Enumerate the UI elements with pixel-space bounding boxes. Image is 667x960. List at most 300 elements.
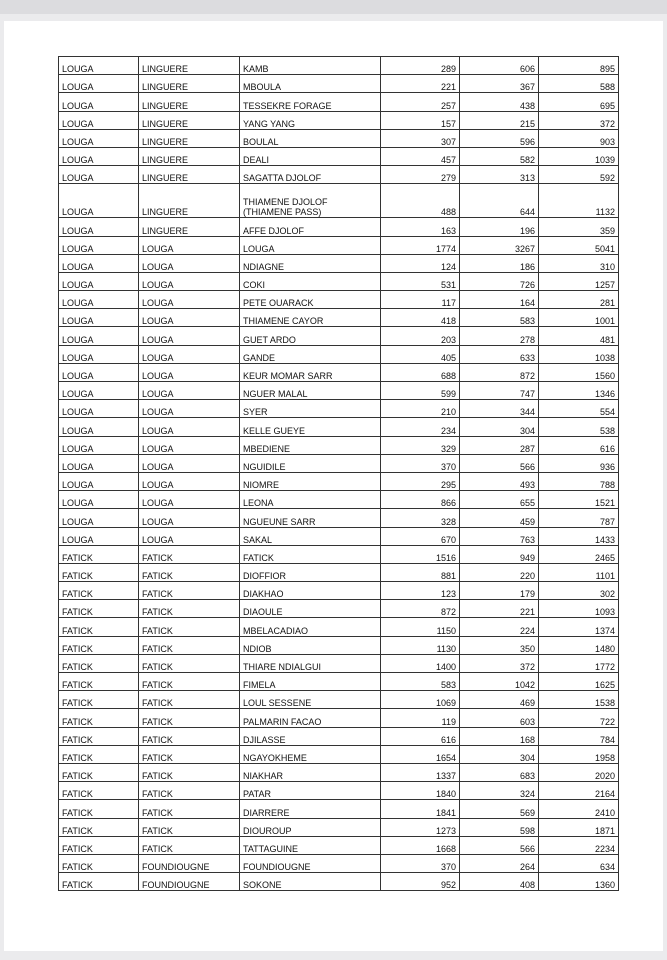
department-cell: LINGUERE — [139, 147, 240, 165]
region-cell: FATICK — [59, 582, 139, 600]
total-cell: 310 — [539, 254, 619, 272]
commune-cell: SAGATTA DJOLOF — [240, 166, 381, 184]
value-1-cell: 583 — [381, 673, 460, 691]
value-2-cell: 278 — [460, 327, 539, 345]
value-2-cell: 603 — [460, 709, 539, 727]
value-2-cell: 596 — [460, 129, 539, 147]
table-row — [59, 673, 619, 691]
total-cell: 1374 — [539, 618, 619, 636]
commune-cell: DEALI — [240, 147, 381, 165]
value-1-cell: 221 — [381, 75, 460, 93]
total-cell: 538 — [539, 418, 619, 436]
table-row — [59, 745, 619, 763]
value-1-cell: 234 — [381, 418, 460, 436]
department-cell: LOUGA — [139, 436, 240, 454]
total-cell: 5041 — [539, 236, 619, 254]
value-2-cell: 493 — [460, 472, 539, 490]
region-cell: LOUGA — [59, 129, 139, 147]
value-2-cell: 459 — [460, 509, 539, 527]
department-cell: LOUGA — [139, 309, 240, 327]
department-cell: LINGUERE — [139, 93, 240, 111]
total-cell: 372 — [539, 111, 619, 129]
region-cell: FATICK — [59, 873, 139, 891]
table-row — [59, 272, 619, 290]
department-cell: LOUGA — [139, 272, 240, 290]
value-1-cell: 457 — [381, 147, 460, 165]
commune-cell: DIOFFIOR — [240, 563, 381, 581]
table-row — [59, 166, 619, 184]
commune-cell: FOUNDIOUGNE — [240, 854, 381, 872]
value-2-cell: 224 — [460, 618, 539, 636]
commune-cell: MBOULA — [240, 75, 381, 93]
value-1-cell: 1516 — [381, 545, 460, 563]
region-cell: LOUGA — [59, 184, 139, 218]
region-cell: LOUGA — [59, 93, 139, 111]
total-cell: 1038 — [539, 345, 619, 363]
commune-cell: LOUGA — [240, 236, 381, 254]
department-cell: LINGUERE — [139, 184, 240, 218]
commune-cell: LEONA — [240, 491, 381, 509]
value-2-cell: 408 — [460, 873, 539, 891]
commune-cell: TATTAGUINE — [240, 836, 381, 854]
value-2-cell: 763 — [460, 527, 539, 545]
commune-cell: NGUIDILE — [240, 454, 381, 472]
table-row — [59, 400, 619, 418]
value-1-cell: 1841 — [381, 800, 460, 818]
total-cell: 588 — [539, 75, 619, 93]
value-1-cell: 328 — [381, 509, 460, 527]
department-cell: FOUNDIOUGNE — [139, 873, 240, 891]
region-cell: FATICK — [59, 727, 139, 745]
total-cell: 895 — [539, 57, 619, 75]
department-cell: FOUNDIOUGNE — [139, 854, 240, 872]
commune-cell: MBELACADIAO — [240, 618, 381, 636]
department-cell: FATICK — [139, 582, 240, 600]
total-cell: 936 — [539, 454, 619, 472]
value-2-cell: 324 — [460, 782, 539, 800]
department-cell: LOUGA — [139, 491, 240, 509]
department-cell: LINGUERE — [139, 218, 240, 236]
region-cell: FATICK — [59, 563, 139, 581]
department-cell: FATICK — [139, 727, 240, 745]
total-cell: 787 — [539, 509, 619, 527]
value-2-cell: 344 — [460, 400, 539, 418]
total-cell: 1101 — [539, 563, 619, 581]
region-cell: FATICK — [59, 782, 139, 800]
total-cell: 1772 — [539, 654, 619, 672]
value-2-cell: 179 — [460, 582, 539, 600]
table-row — [59, 618, 619, 636]
region-cell: FATICK — [59, 745, 139, 763]
total-cell: 1433 — [539, 527, 619, 545]
value-1-cell: 157 — [381, 111, 460, 129]
region-cell: FATICK — [59, 854, 139, 872]
total-cell: 903 — [539, 129, 619, 147]
department-cell: FATICK — [139, 818, 240, 836]
value-2-cell: 372 — [460, 654, 539, 672]
commune-cell: DJILASSE — [240, 727, 381, 745]
table-row — [59, 582, 619, 600]
total-cell: 2020 — [539, 763, 619, 781]
commune-cell: KAMB — [240, 57, 381, 75]
department-cell: LINGUERE — [139, 111, 240, 129]
commune-cell: YANG YANG — [240, 111, 381, 129]
table-row — [59, 709, 619, 727]
total-cell: 1346 — [539, 382, 619, 400]
department-cell: LOUGA — [139, 254, 240, 272]
value-1-cell: 119 — [381, 709, 460, 727]
value-1-cell: 123 — [381, 582, 460, 600]
table-row — [59, 345, 619, 363]
commune-cell: PALMARIN FACAO — [240, 709, 381, 727]
total-cell: 695 — [539, 93, 619, 111]
department-cell: LOUGA — [139, 291, 240, 309]
region-cell: FATICK — [59, 673, 139, 691]
table-row — [59, 57, 619, 75]
table-row — [59, 93, 619, 111]
total-cell: 1093 — [539, 600, 619, 618]
value-2-cell: 633 — [460, 345, 539, 363]
table-row — [59, 563, 619, 581]
region-cell: LOUGA — [59, 111, 139, 129]
region-cell: LOUGA — [59, 166, 139, 184]
value-1-cell: 599 — [381, 382, 460, 400]
department-cell: LOUGA — [139, 527, 240, 545]
value-1-cell: 488 — [381, 184, 460, 218]
region-cell: FATICK — [59, 600, 139, 618]
value-2-cell: 215 — [460, 111, 539, 129]
region-cell: FATICK — [59, 691, 139, 709]
value-2-cell: 164 — [460, 291, 539, 309]
table-row — [59, 763, 619, 781]
region-cell: LOUGA — [59, 436, 139, 454]
table-row — [59, 654, 619, 672]
commune-cell: DIAKHAO — [240, 582, 381, 600]
commune-cell: FIMELA — [240, 673, 381, 691]
value-1-cell: 1273 — [381, 818, 460, 836]
commune-cell: GANDE — [240, 345, 381, 363]
table-row — [59, 527, 619, 545]
total-cell: 554 — [539, 400, 619, 418]
region-cell: FATICK — [59, 836, 139, 854]
total-cell: 788 — [539, 472, 619, 490]
commune-cell: GUET ARDO — [240, 327, 381, 345]
region-cell: LOUGA — [59, 382, 139, 400]
value-1-cell: 289 — [381, 57, 460, 75]
region-cell: LOUGA — [59, 272, 139, 290]
commune-cell: DIOUROUP — [240, 818, 381, 836]
department-cell: FATICK — [139, 836, 240, 854]
region-cell: LOUGA — [59, 527, 139, 545]
total-cell: 1001 — [539, 309, 619, 327]
total-cell: 302 — [539, 582, 619, 600]
table-row — [59, 254, 619, 272]
value-2-cell: 583 — [460, 309, 539, 327]
department-cell: LINGUERE — [139, 75, 240, 93]
commune-cell: KELLE GUEYE — [240, 418, 381, 436]
region-cell: FATICK — [59, 636, 139, 654]
total-cell: 359 — [539, 218, 619, 236]
region-cell: LOUGA — [59, 309, 139, 327]
value-1-cell: 124 — [381, 254, 460, 272]
department-cell: FATICK — [139, 563, 240, 581]
region-cell: FATICK — [59, 800, 139, 818]
table-row — [59, 111, 619, 129]
commune-cell: NIAKHAR — [240, 763, 381, 781]
commune-cell: NGUER MALAL — [240, 382, 381, 400]
value-1-cell: 405 — [381, 345, 460, 363]
total-cell: 1360 — [539, 873, 619, 891]
department-cell: FATICK — [139, 654, 240, 672]
region-cell: LOUGA — [59, 418, 139, 436]
commune-cell: LOUL SESSENE — [240, 691, 381, 709]
region-cell: LOUGA — [59, 327, 139, 345]
results-table — [58, 56, 619, 891]
value-2-cell: 582 — [460, 147, 539, 165]
value-1-cell: 881 — [381, 563, 460, 581]
commune-cell: NGUEUNE SARR — [240, 509, 381, 527]
value-2-cell: 1042 — [460, 673, 539, 691]
table-row — [59, 291, 619, 309]
table-row — [59, 636, 619, 654]
region-cell: LOUGA — [59, 363, 139, 381]
value-2-cell: 726 — [460, 272, 539, 290]
value-1-cell: 257 — [381, 93, 460, 111]
table-row — [59, 782, 619, 800]
value-1-cell: 952 — [381, 873, 460, 891]
value-1-cell: 1668 — [381, 836, 460, 854]
commune-cell: NIOMRE — [240, 472, 381, 490]
total-cell: 2234 — [539, 836, 619, 854]
value-1-cell: 329 — [381, 436, 460, 454]
value-2-cell: 469 — [460, 691, 539, 709]
region-cell: LOUGA — [59, 57, 139, 75]
region-cell: LOUGA — [59, 400, 139, 418]
commune-cell: NDIAGNE — [240, 254, 381, 272]
table-row — [59, 818, 619, 836]
region-cell: LOUGA — [59, 491, 139, 509]
value-1-cell: 1150 — [381, 618, 460, 636]
table-row — [59, 236, 619, 254]
commune-cell: COKI — [240, 272, 381, 290]
table-row — [59, 327, 619, 345]
region-cell: FATICK — [59, 618, 139, 636]
value-2-cell: 287 — [460, 436, 539, 454]
value-1-cell: 1337 — [381, 763, 460, 781]
table-row — [59, 436, 619, 454]
commune-cell: SAKAL — [240, 527, 381, 545]
department-cell: LOUGA — [139, 327, 240, 345]
document-page — [4, 21, 663, 951]
value-1-cell: 866 — [381, 491, 460, 509]
commune-cell: PATAR — [240, 782, 381, 800]
region-cell: LOUGA — [59, 509, 139, 527]
department-cell: LOUGA — [139, 363, 240, 381]
table-row — [59, 382, 619, 400]
region-cell: LOUGA — [59, 218, 139, 236]
value-1-cell: 1840 — [381, 782, 460, 800]
total-cell: 2465 — [539, 545, 619, 563]
total-cell: 722 — [539, 709, 619, 727]
value-2-cell: 655 — [460, 491, 539, 509]
total-cell: 1625 — [539, 673, 619, 691]
department-cell: FATICK — [139, 600, 240, 618]
department-cell: LOUGA — [139, 509, 240, 527]
value-2-cell: 438 — [460, 93, 539, 111]
total-cell: 616 — [539, 436, 619, 454]
commune-cell: FATICK — [240, 545, 381, 563]
value-1-cell: 616 — [381, 727, 460, 745]
value-2-cell: 367 — [460, 75, 539, 93]
department-cell: LOUGA — [139, 418, 240, 436]
results-table-body — [59, 57, 619, 891]
total-cell: 481 — [539, 327, 619, 345]
department-cell: LOUGA — [139, 345, 240, 363]
commune-cell: SYER — [240, 400, 381, 418]
table-row — [59, 691, 619, 709]
table-row — [59, 836, 619, 854]
department-cell: LOUGA — [139, 472, 240, 490]
table-row — [59, 147, 619, 165]
region-cell: FATICK — [59, 545, 139, 563]
value-2-cell: 644 — [460, 184, 539, 218]
region-cell: LOUGA — [59, 254, 139, 272]
total-cell: 634 — [539, 854, 619, 872]
total-cell: 1560 — [539, 363, 619, 381]
total-cell: 1480 — [539, 636, 619, 654]
value-1-cell: 1400 — [381, 654, 460, 672]
total-cell: 2164 — [539, 782, 619, 800]
table-row — [59, 418, 619, 436]
table-row — [59, 472, 619, 490]
commune-cell: TESSEKRE FORAGE — [240, 93, 381, 111]
total-cell: 281 — [539, 291, 619, 309]
window-top-strip — [0, 0, 667, 14]
value-2-cell: 196 — [460, 218, 539, 236]
value-1-cell: 1069 — [381, 691, 460, 709]
commune-cell: THIARE NDIALGUI — [240, 654, 381, 672]
value-1-cell: 688 — [381, 363, 460, 381]
table-row — [59, 363, 619, 381]
region-cell: LOUGA — [59, 345, 139, 363]
value-1-cell: 1130 — [381, 636, 460, 654]
table-row — [59, 727, 619, 745]
total-cell: 1538 — [539, 691, 619, 709]
value-1-cell: 670 — [381, 527, 460, 545]
commune-cell: PETE OUARACK — [240, 291, 381, 309]
table-row — [59, 309, 619, 327]
table-row — [59, 75, 619, 93]
commune-cell: KEUR MOMAR SARR — [240, 363, 381, 381]
commune-cell: DIAOULE — [240, 600, 381, 618]
commune-cell: AFFE DJOLOF — [240, 218, 381, 236]
value-2-cell: 304 — [460, 418, 539, 436]
value-2-cell: 186 — [460, 254, 539, 272]
value-2-cell: 569 — [460, 800, 539, 818]
department-cell: FATICK — [139, 691, 240, 709]
table-row — [59, 129, 619, 147]
table-row — [59, 800, 619, 818]
value-1-cell: 210 — [381, 400, 460, 418]
total-cell: 1871 — [539, 818, 619, 836]
table-row — [59, 854, 619, 872]
total-cell: 1521 — [539, 491, 619, 509]
table-row — [59, 600, 619, 618]
value-1-cell: 163 — [381, 218, 460, 236]
table-row — [59, 509, 619, 527]
department-cell: LINGUERE — [139, 57, 240, 75]
value-2-cell: 304 — [460, 745, 539, 763]
commune-cell: MBEDIENE — [240, 436, 381, 454]
department-cell: FATICK — [139, 800, 240, 818]
total-cell: 784 — [539, 727, 619, 745]
department-cell: LOUGA — [139, 454, 240, 472]
total-cell: 1132 — [539, 184, 619, 218]
value-2-cell: 872 — [460, 363, 539, 381]
table-row — [59, 218, 619, 236]
table-row — [59, 873, 619, 891]
region-cell: LOUGA — [59, 472, 139, 490]
total-cell: 592 — [539, 166, 619, 184]
value-2-cell: 3267 — [460, 236, 539, 254]
commune-cell: BOULAL — [240, 129, 381, 147]
total-cell: 2410 — [539, 800, 619, 818]
department-cell: FATICK — [139, 636, 240, 654]
department-cell: LINGUERE — [139, 166, 240, 184]
value-2-cell: 683 — [460, 763, 539, 781]
value-1-cell: 370 — [381, 454, 460, 472]
commune-cell: THIAMENE CAYOR — [240, 309, 381, 327]
region-cell: LOUGA — [59, 291, 139, 309]
value-1-cell: 203 — [381, 327, 460, 345]
department-cell: FATICK — [139, 709, 240, 727]
table-row — [59, 491, 619, 509]
value-2-cell: 606 — [460, 57, 539, 75]
department-cell: FATICK — [139, 545, 240, 563]
department-cell: FATICK — [139, 673, 240, 691]
region-cell: FATICK — [59, 763, 139, 781]
total-cell: 1958 — [539, 745, 619, 763]
value-1-cell: 1774 — [381, 236, 460, 254]
value-2-cell: 949 — [460, 545, 539, 563]
value-2-cell: 566 — [460, 836, 539, 854]
value-2-cell: 598 — [460, 818, 539, 836]
region-cell: FATICK — [59, 818, 139, 836]
value-1-cell: 1654 — [381, 745, 460, 763]
value-1-cell: 370 — [381, 854, 460, 872]
value-2-cell: 168 — [460, 727, 539, 745]
value-1-cell: 531 — [381, 272, 460, 290]
region-cell: LOUGA — [59, 454, 139, 472]
total-cell: 1257 — [539, 272, 619, 290]
commune-cell: NGAYOKHEME — [240, 745, 381, 763]
department-cell: LOUGA — [139, 236, 240, 254]
region-cell: LOUGA — [59, 236, 139, 254]
value-2-cell: 350 — [460, 636, 539, 654]
department-cell: LOUGA — [139, 400, 240, 418]
table-row — [59, 454, 619, 472]
value-1-cell: 117 — [381, 291, 460, 309]
commune-cell: THIAMENE DJOLOF (THIAMENE PASS) — [240, 184, 381, 218]
value-2-cell: 566 — [460, 454, 539, 472]
commune-cell: NDIOB — [240, 636, 381, 654]
value-1-cell: 295 — [381, 472, 460, 490]
department-cell: FATICK — [139, 745, 240, 763]
value-2-cell: 313 — [460, 166, 539, 184]
value-1-cell: 307 — [381, 129, 460, 147]
value-2-cell: 220 — [460, 563, 539, 581]
table-row — [59, 545, 619, 563]
